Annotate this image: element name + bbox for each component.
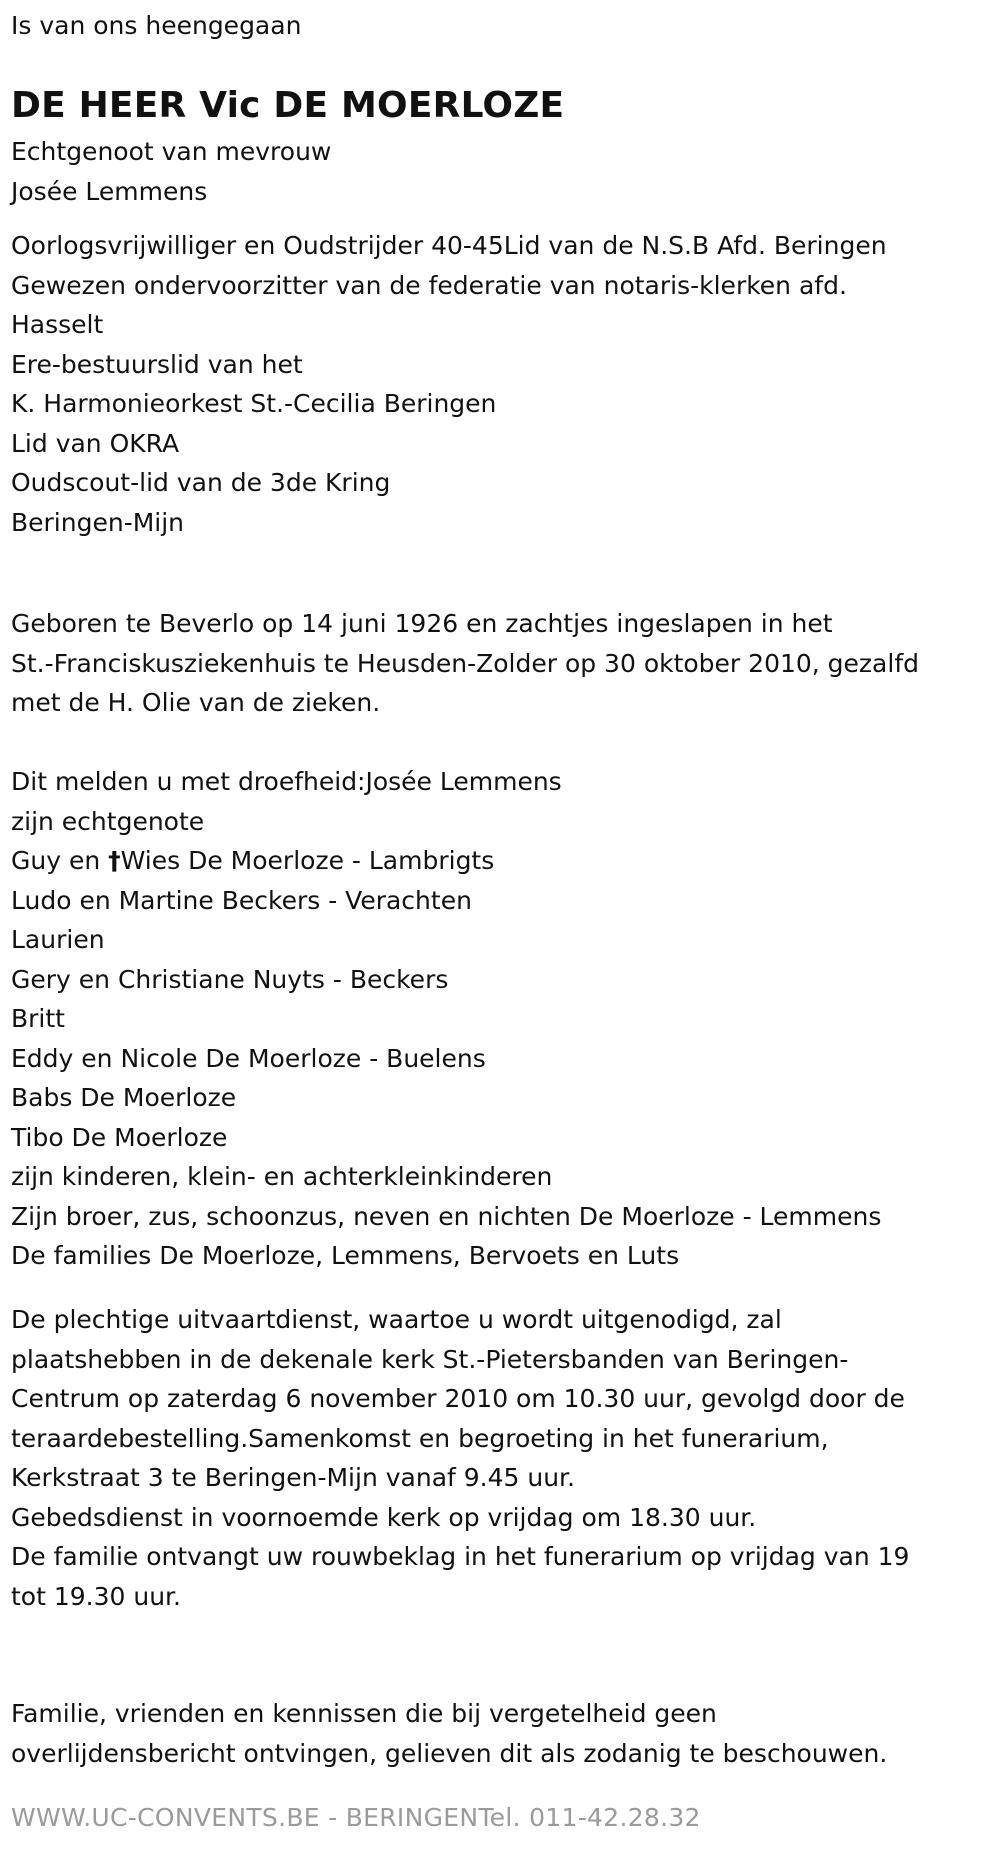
mourner-line: Britt <box>11 1004 65 1033</box>
spouse-section <box>11 132 331 211</box>
birth-death-line: St.-Franciskusziekenhuis te Heusden-Zolder op 30 oktober 2010, gezalfd <box>11 648 919 678</box>
birth-death-section <box>11 604 919 723</box>
birth-death-line: met de H. Olie van de zieken. <box>11 688 381 717</box>
service-line: plaatshebben in de dekenale kerk St.-Pietersbanden van Beringen- <box>11 1344 849 1374</box>
membership-line: Ere-bestuurslid van het <box>11 349 303 379</box>
service-line: De familie ontvangt uw rouwbeklag in het funerarium op vrijdag van 19 <box>11 1542 910 1571</box>
mourner-line: Zijn broer, zus, schoonzus, neven en nichten De Moerloze - Lemmens <box>11 1201 882 1231</box>
membership-line: Beringen-Mijn <box>11 507 185 537</box>
mourner-line: Laurien <box>11 925 105 954</box>
spouse-line: Josée Lemmens <box>11 176 208 206</box>
service-section <box>11 1300 909 1616</box>
service-line: Kerkstraat 3 te Beringen-Mijn vanaf 9.45 uur. <box>11 1463 575 1492</box>
mourner-line: Eddy en Nicole De Moerloze - Buelens <box>11 1043 486 1073</box>
cross-icon: † <box>108 846 121 875</box>
closing-section <box>11 1694 887 1773</box>
memberships-section <box>11 226 887 542</box>
mourner-line: Ludo en Martine Beckers - Verachten <box>11 885 472 915</box>
mourner-text-after-cross: Wies De Moerloze - Lambrigts <box>120 846 495 875</box>
mourner-line: zijn echtgenote <box>11 806 205 836</box>
service-line: De plechtige uitvaartdienst, waartoe u wordt uitgenodigd, zal <box>11 1305 782 1334</box>
mourner-text-before-cross: Guy en <box>11 846 109 875</box>
mourner-line-with-cross <box>11 841 881 881</box>
mourner-line: Dit melden u met droefheid:Josée Lemmens <box>11 767 562 796</box>
mourner-line: zijn kinderen, klein- en achterkleinkinderen <box>11 1162 553 1191</box>
membership-line: K. Harmonieorkest St.-Cecilia Beringen <box>11 389 497 418</box>
service-line: Gebedsdienst in voornoemde kerk op vrijdag om 18.30 uur. <box>11 1502 757 1532</box>
service-line: Centrum op zaterdag 6 november 2010 om 10.30 uur, gevolgd door de <box>11 1384 905 1413</box>
mourner-line: Babs De Moerloze <box>11 1083 237 1112</box>
membership-line: Gewezen ondervoorzitter van de federatie van notaris-klerken afd. <box>11 270 847 300</box>
mourner-line: Tibo De Moerloze <box>11 1122 228 1152</box>
deceased-name: DE HEER Vic DE MOERLOZE <box>11 85 565 126</box>
service-line: tot 19.30 uur. <box>11 1581 181 1611</box>
mourners-section <box>11 762 881 1276</box>
membership-line: Oudscout-lid van de 3de Kring <box>11 468 391 497</box>
membership-line: Hasselt <box>11 310 104 339</box>
membership-line: Oorlogsvrijwilliger en Oudstrijder 40-45Lid van de N.S.B Afd. Beringen <box>11 231 887 260</box>
service-line: teraardebestelling.Samenkomst en begroeting in het funerarium, <box>11 1423 829 1453</box>
membership-line: Lid van OKRA <box>11 428 180 458</box>
intro-text: Is van ons heengegaan <box>11 11 302 40</box>
mourner-line: Gery en Christiane Nuyts - Beckers <box>11 964 449 994</box>
closing-line: overlijdensbericht ontvingen, gelieven dit als zodanig te beschouwen. <box>11 1738 888 1768</box>
birth-death-line: Geboren te Beverlo op 14 juni 1926 en zachtjes ingeslapen in het <box>11 609 833 638</box>
mourner-line: De families De Moerloze, Lemmens, Bervoets en Luts <box>11 1241 680 1270</box>
footer-contact: WWW.UC-CONVENTS.BE - BERINGENTel. 011-42.28.32 <box>11 1803 701 1832</box>
spouse-line: Echtgenoot van mevrouw <box>11 137 332 166</box>
closing-line: Familie, vrienden en kennissen die bij vergetelheid geen <box>11 1699 717 1728</box>
